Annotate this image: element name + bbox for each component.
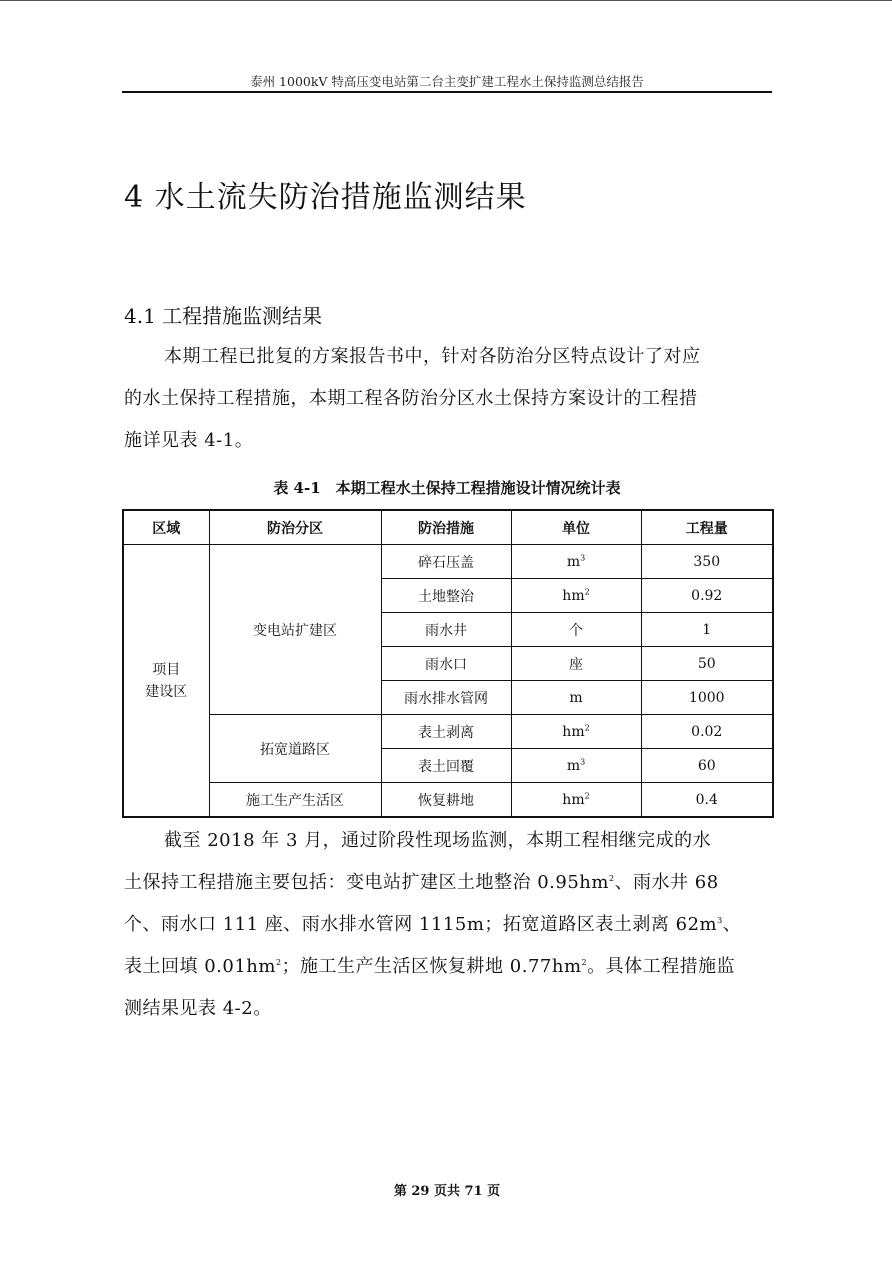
unit-text: 个 [569, 622, 583, 639]
unit-cell [511, 545, 641, 579]
text-run: 土保持工程措施主要包括：变电站扩建区土地整治 0.95hm [124, 872, 609, 893]
unit-text: 座 [569, 656, 583, 673]
unit-sup: 2 [584, 790, 590, 800]
unit-sup: 2 [275, 958, 282, 967]
unit-cell [511, 681, 641, 715]
quantity-cell: 60 [641, 749, 773, 783]
unit-text: hm [562, 723, 585, 740]
measure-cell: 土地整治 [381, 579, 511, 613]
quantity-cell: 1000 [641, 681, 773, 715]
quantity-cell: 1 [641, 613, 773, 647]
paragraph-intro [124, 336, 772, 462]
unit-cell [511, 579, 641, 613]
paragraph-line [124, 946, 772, 988]
quantity-cell: 0.92 [641, 579, 773, 613]
header-unit: 单位 [511, 510, 641, 545]
text-run: 表土回填 0.01hm [124, 956, 276, 977]
top-edge-line [0, 0, 892, 1]
unit-cell [511, 783, 641, 818]
quantity-cell: 50 [641, 647, 773, 681]
text-run: 、 [722, 914, 742, 935]
unit-sup: 2 [584, 586, 590, 596]
unit-sup: 3 [580, 756, 586, 766]
partition-cell: 施工生产生活区 [209, 783, 381, 818]
unit-sup: 3 [580, 552, 586, 562]
paragraph-line: 截至 2018 年 3 月，通过阶段性现场监测，本期工程相继完成的水 [164, 830, 712, 851]
unit-text: m [566, 757, 581, 774]
zone-cell [123, 545, 209, 818]
paragraph-line: 施详见表 4-1。 [124, 430, 254, 451]
table-row [123, 545, 773, 579]
header-quantity: 工程量 [641, 510, 773, 545]
page-number: 第 29 页共 71 页 [393, 1184, 501, 1199]
unit-text: m [566, 553, 581, 570]
paragraph-results [124, 820, 772, 1030]
table-row [123, 783, 773, 818]
text-run: ；施工生产生活区恢复耕地 0.77hm [281, 956, 582, 977]
zone-line: 建设区 [145, 683, 188, 700]
partition-cell: 拓宽道路区 [209, 715, 381, 783]
quantity-cell: 350 [641, 545, 773, 579]
quantity-cell: 0.4 [641, 783, 773, 818]
unit-text: hm [562, 791, 585, 808]
section-title: 4.1 工程措施监测结果 [124, 304, 323, 328]
table-row [123, 715, 773, 749]
paragraph-line: 的水土保持工程措施，本期工程各防治分区水土保持方案设计的工程措 [124, 388, 698, 409]
unit-sup: 3 [717, 916, 723, 925]
measure-cell: 雨水口 [381, 647, 511, 681]
unit-cell [511, 647, 641, 681]
header-rule [122, 91, 772, 93]
header-measure: 防治措施 [381, 510, 511, 545]
measure-cell: 碎石压盖 [381, 545, 511, 579]
unit-sup: 2 [608, 874, 615, 883]
unit-cell [511, 613, 641, 647]
zone-line: 项目 [152, 661, 181, 678]
header-zone: 区域 [123, 510, 209, 545]
unit-sup: 2 [584, 722, 590, 732]
measure-cell: 恢复耕地 [381, 783, 511, 818]
unit-text: hm [562, 587, 585, 604]
measure-cell: 雨水排水管网 [381, 681, 511, 715]
measure-cell: 表土剥离 [381, 715, 511, 749]
paragraph-line: 本期工程已批复的方案报告书中，针对各防治分区特点设计了对应 [164, 346, 701, 367]
text-run: 。具体工程措施监 [587, 956, 736, 977]
unit-cell [511, 715, 641, 749]
unit-sup: 2 [581, 958, 588, 967]
unit-text: m [569, 689, 583, 706]
measure-cell: 雨水井 [381, 613, 511, 647]
running-header: 泰州 1000kV 特高压变电站第二台主变扩建工程水土保持监测总结报告 [250, 74, 644, 89]
unit-cell [511, 749, 641, 783]
text-run: 个、雨水口 111 座、雨水排水管网 1115m；拓宽道路区表土剥离 62m [124, 914, 718, 935]
paragraph-line [124, 862, 772, 904]
measure-cell: 表土回覆 [381, 749, 511, 783]
partition-cell: 变电站扩建区 [209, 545, 381, 715]
text-run: 、雨水井 68 [614, 872, 719, 893]
paragraph-line: 测结果见表 4-2。 [124, 998, 272, 1019]
header-partition: 防治分区 [209, 510, 381, 545]
paragraph-line [124, 904, 772, 946]
table-caption: 表 4-1 本期工程水土保持工程措施设计情况统计表 [273, 479, 621, 497]
quantity-cell: 0.02 [641, 715, 773, 749]
table-header-row [123, 510, 773, 545]
chapter-title: 4 水土流失防治措施监测结果 [124, 180, 527, 215]
measures-table [122, 509, 774, 818]
